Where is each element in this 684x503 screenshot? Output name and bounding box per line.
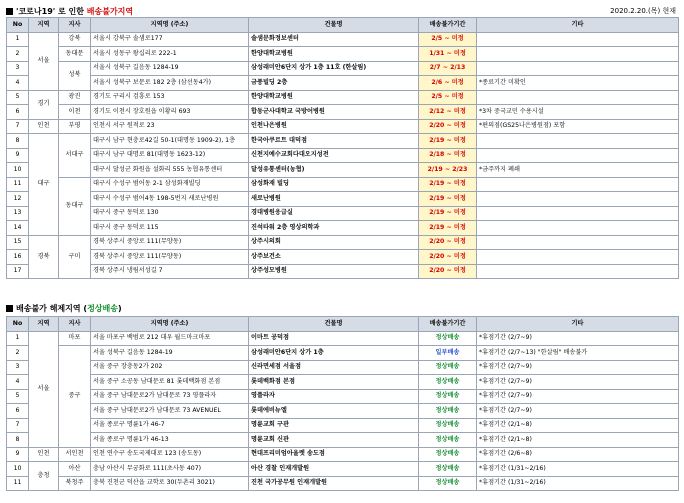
branch-cell: 중구	[59, 346, 91, 448]
building-cell: 달성유통센터(농협)	[249, 163, 419, 178]
row-no: 8	[7, 134, 29, 149]
region-cell: 대구	[29, 134, 59, 236]
table-row	[7, 206, 679, 221]
period-cell: 2/20 ~ 미정	[419, 264, 477, 279]
period-cell: 정상배송	[419, 433, 477, 448]
address-cell: 경북 상주시 냉림서성길 7	[91, 264, 249, 279]
table-row	[7, 346, 679, 361]
table-row	[7, 61, 679, 76]
note-cell	[477, 250, 679, 265]
row-no: 17	[7, 264, 29, 279]
note-cell	[477, 61, 679, 76]
row-no: 15	[7, 235, 29, 250]
address-cell: 서울시 강북구 솔샘로177	[91, 32, 249, 47]
period-cell: 정상배송	[419, 331, 477, 346]
period-cell: 2/19 ~ 2/23	[419, 163, 477, 178]
row-no: 7	[7, 119, 29, 134]
period-cell: 2/20 ~ 미정	[419, 250, 477, 265]
table-header-row	[7, 317, 679, 332]
period-cell: 2/5 ~ 미정	[419, 32, 477, 47]
note-cell: *금주까지 폐쇄	[477, 163, 679, 178]
table-row	[7, 32, 679, 47]
period-cell: 2/20 ~ 미정	[419, 235, 477, 250]
address-cell: 서울 종로구 명륜1가 46-13	[91, 433, 249, 448]
row-no: 8	[7, 433, 29, 448]
table-row	[7, 90, 679, 105]
row-no: 2	[7, 47, 29, 62]
building-cell: 한국아쿠르트 대덕점	[249, 134, 419, 149]
note-cell	[477, 264, 679, 279]
table-row	[7, 404, 679, 419]
note-cell: *휴점기간 (1/31~2/16)	[477, 462, 679, 477]
table-row	[7, 360, 679, 375]
building-cell: 인천나은병원	[249, 119, 419, 134]
row-no: 6	[7, 404, 29, 419]
note-cell	[477, 134, 679, 149]
address-cell: 대구시 남구 현충로42길 50-1(대명동 1909-2), 1층	[91, 134, 249, 149]
building-cell: 롯데백화점 본점	[249, 375, 419, 390]
building-cell: 경대병원응급실	[249, 206, 419, 221]
table-row	[7, 433, 679, 448]
period-cell: 2/12 ~ 미정	[419, 105, 477, 120]
branch-cell: 부평	[59, 119, 91, 134]
note-cell: *휴점기간 (2/7~9)	[477, 404, 679, 419]
note-cell	[477, 221, 679, 236]
col-header-building: 건물명	[249, 18, 419, 33]
col-header-no: No	[7, 18, 29, 33]
branch-cell: 북청주	[59, 476, 91, 491]
period-cell: 일부배송	[419, 346, 477, 361]
row-no: 3	[7, 360, 29, 375]
table-row	[7, 375, 679, 390]
note-cell	[477, 47, 679, 62]
period-cell: 1/31 ~ 미정	[419, 47, 477, 62]
address-cell: 경기도 이천시 장호원읍 이황리 693	[91, 105, 249, 120]
note-cell: *휴점기간 (2/1~8)	[477, 418, 679, 433]
table-row	[7, 192, 679, 207]
building-cell: 새로난병원	[249, 192, 419, 207]
address-cell: 충북 진천군 덕산읍 교학로 30(두촌리 3021)	[91, 476, 249, 491]
address-cell: 서울 중구 남대문로2가 남대문로 73 영플라자	[91, 389, 249, 404]
period-cell: 2/19 ~ 미정	[419, 206, 477, 221]
table-row	[7, 119, 679, 134]
note-cell: *휴점기간 (2/1~8)	[477, 433, 679, 448]
note-cell: *3차 중국교민 수용시설	[477, 105, 679, 120]
row-no: 4	[7, 76, 29, 91]
row-no: 9	[7, 148, 29, 163]
square-bullet-icon	[6, 8, 13, 15]
table-header-row	[7, 18, 679, 33]
address-cell: 서울시 성북구 길음동 1284-19	[91, 61, 249, 76]
table-row	[7, 134, 679, 149]
building-cell: 삼성래미안6단지 상가 1층 11호 (한살림)	[249, 61, 419, 76]
note-cell: *종료기간 미확인	[477, 76, 679, 91]
address-cell: 서울 중구 소공동 남대문로 81 롯데백화점 본점	[91, 375, 249, 390]
region-cell: 경북	[29, 235, 59, 279]
branch-cell: 구미	[59, 235, 91, 279]
building-cell: 현대프리미엄아울렛 송도점	[249, 447, 419, 462]
address-cell: 대구시 달성군 화원읍 설화리 555 농협유통센터	[91, 163, 249, 178]
table-row	[7, 250, 679, 265]
row-no: 3	[7, 61, 29, 76]
note-cell: *편의점(GS25나은병원점) 포함	[477, 119, 679, 134]
branch-cell: 동대문	[59, 47, 91, 62]
note-cell	[477, 32, 679, 47]
period-cell: 2/6 ~ 미정	[419, 76, 477, 91]
period-cell: 정상배송	[419, 447, 477, 462]
note-cell: *휴점기간 (2/7~9)	[477, 389, 679, 404]
branch-cell: 광진	[59, 90, 91, 105]
note-cell	[477, 90, 679, 105]
period-cell: 2/20 ~ 미정	[419, 119, 477, 134]
building-cell: 영플라자	[249, 389, 419, 404]
square-bullet-icon	[6, 305, 13, 312]
row-no: 2	[7, 346, 29, 361]
address-cell: 서울시 성북구 보문로 182 2층 (삼선동4가)	[91, 76, 249, 91]
building-cell: 명륜교회 신관	[249, 433, 419, 448]
row-no: 4	[7, 375, 29, 390]
building-cell: 상주시의회	[249, 235, 419, 250]
branch-cell: 서대구	[59, 134, 91, 178]
row-no: 10	[7, 163, 29, 178]
col-header-region: 지역	[29, 18, 59, 33]
branch-cell: 마포	[59, 331, 91, 346]
col-header-period: 배송불가기간	[419, 18, 477, 33]
resumed-delivery-table	[6, 316, 679, 491]
branch-cell: 아산	[59, 462, 91, 477]
branch-cell: 성북	[59, 61, 91, 90]
building-cell: 신라면세점 서울점	[249, 360, 419, 375]
undeliverable-table	[6, 17, 679, 279]
table-row	[7, 476, 679, 491]
period-cell: 정상배송	[419, 418, 477, 433]
branch-cell: 동대구	[59, 177, 91, 235]
table-row	[7, 418, 679, 433]
period-cell: 정상배송	[419, 389, 477, 404]
building-cell: 신천지예수교회다대오지성전	[249, 148, 419, 163]
period-cell: 정상배송	[419, 375, 477, 390]
table-row	[7, 462, 679, 477]
note-cell: *휴점기간 (1/31~2/16)	[477, 476, 679, 491]
row-no: 1	[7, 32, 29, 47]
row-no: 11	[7, 476, 29, 491]
table-row	[7, 331, 679, 346]
address-cell: 충남 아산시 무궁화로 111(초사동 407)	[91, 462, 249, 477]
region-cell: 충청	[29, 462, 59, 491]
col-header-region: 지역	[29, 317, 59, 332]
address-cell: 서울시 성동구 왕십리로 222-1	[91, 47, 249, 62]
building-cell: 한양대학교병원	[249, 90, 419, 105]
note-cell	[477, 177, 679, 192]
address-cell: 경북 상주시 중앙로 111(무양동)	[91, 250, 249, 265]
period-cell: 정상배송	[419, 462, 477, 477]
row-no: 13	[7, 206, 29, 221]
report-date: 2020.2.20.(목) 현재	[610, 7, 676, 15]
table-row	[7, 389, 679, 404]
building-cell: 상주성모병원	[249, 264, 419, 279]
note-cell: *휴점기간 (2/7~9)	[477, 375, 679, 390]
period-cell: 정상배송	[419, 360, 477, 375]
building-cell: 진석타워 2층 영상의학과	[249, 221, 419, 236]
address-cell: 인천시 서구 원적로 23	[91, 119, 249, 134]
row-no: 5	[7, 90, 29, 105]
period-cell: 정상배송	[419, 404, 477, 419]
period-cell: 2/19 ~ 미정	[419, 177, 477, 192]
col-header-note: 기타	[477, 18, 679, 33]
building-cell: 아산 경찰 인재개발원	[249, 462, 419, 477]
row-no: 9	[7, 447, 29, 462]
period-cell: 2/19 ~ 미정	[419, 192, 477, 207]
region-cell: 경기	[29, 90, 59, 119]
table-row	[7, 76, 679, 91]
section2-title: 배송불가 해제지역 (정상배송)	[6, 303, 122, 314]
period-cell: 2/5 ~ 미정	[419, 90, 477, 105]
table-row	[7, 177, 679, 192]
row-no: 12	[7, 192, 29, 207]
section1-title: '코로나19' 로 인한 배송불가지역	[6, 6, 133, 17]
building-cell: 합동군사대학교 국방어병원	[249, 105, 419, 120]
address-cell: 경기도 구리시 검흥로 153	[91, 90, 249, 105]
address-cell: 인천 연수구 송도국제대로 123 (송도동)	[91, 447, 249, 462]
address-cell: 서울 중구 장충동2가 202	[91, 360, 249, 375]
building-cell: 이마트 공덕점	[249, 331, 419, 346]
table-row	[7, 447, 679, 462]
building-cell: 한양대학교병원	[249, 47, 419, 62]
building-cell: 솔샘문화정보센터	[249, 32, 419, 47]
note-cell	[477, 235, 679, 250]
building-cell: 명륜교회 구관	[249, 418, 419, 433]
period-cell: 2/18 ~ 미정	[419, 148, 477, 163]
building-cell: 상주보건소	[249, 250, 419, 265]
region-cell: 서울	[29, 32, 59, 90]
building-cell: 롯데에비뉴엘	[249, 404, 419, 419]
building-cell: 삼성래미안6단지 상가 1층	[249, 346, 419, 361]
col-header-branch: 지사	[59, 18, 91, 33]
col-header-address: 지역명 (주소)	[91, 317, 249, 332]
col-header-building: 건물명	[249, 317, 419, 332]
table-row	[7, 221, 679, 236]
period-cell: 2/7 ~ 2/13	[419, 61, 477, 76]
address-cell: 대구시 중구 동덕로 115	[91, 221, 249, 236]
note-cell: *휴점기간 (2/6~8)	[477, 447, 679, 462]
note-cell: *휴점기간 (2/7~9)	[477, 360, 679, 375]
region-cell: 서울	[29, 331, 59, 447]
address-cell: 서울 성북구 길음동 1284-19	[91, 346, 249, 361]
note-cell	[477, 192, 679, 207]
building-cell: 삼성화재 빌딩	[249, 177, 419, 192]
address-cell: 서울 종로구 명륜1가 46-7	[91, 418, 249, 433]
region-cell: 인천	[29, 447, 59, 462]
building-cell: 금풍빌딩 2층	[249, 76, 419, 91]
table-row	[7, 105, 679, 120]
branch-cell: 이천	[59, 105, 91, 120]
col-header-period: 배송불가기간	[419, 317, 477, 332]
address-cell: 대구시 중구 동덕로 130	[91, 206, 249, 221]
col-header-address: 지역명 (주소)	[91, 18, 249, 33]
col-header-branch: 지사	[59, 317, 91, 332]
table-row	[7, 148, 679, 163]
row-no: 16	[7, 250, 29, 265]
period-cell: 2/19 ~ 미정	[419, 134, 477, 149]
period-cell: 정상배송	[419, 476, 477, 491]
address-cell: 서울 중구 남대문로2가 남대문로 73 AVENUEL	[91, 404, 249, 419]
address-cell: 대구시 수성구 범어4동 198-5번지 새로난병원	[91, 192, 249, 207]
row-no: 1	[7, 331, 29, 346]
note-cell	[477, 148, 679, 163]
note-cell	[477, 206, 679, 221]
note-cell: *휴점기간 (2/7~9)	[477, 331, 679, 346]
table-row	[7, 264, 679, 279]
row-no: 14	[7, 221, 29, 236]
address-cell: 경북 상주시 중앙로 111(무양동)	[91, 235, 249, 250]
row-no: 7	[7, 418, 29, 433]
row-no: 11	[7, 177, 29, 192]
row-no: 5	[7, 389, 29, 404]
table-row	[7, 47, 679, 62]
table-row	[7, 163, 679, 178]
period-cell: 2/19 ~ 미정	[419, 221, 477, 236]
note-cell: *휴점기간 (2/7~13) "한살림" 배송불가	[477, 346, 679, 361]
address-cell: 대구시 남구 대명로 81(대명동 1623-12)	[91, 148, 249, 163]
table-row	[7, 235, 679, 250]
row-no: 10	[7, 462, 29, 477]
region-cell: 인천	[29, 119, 59, 134]
col-header-note: 기타	[477, 317, 679, 332]
branch-cell: 서인천	[59, 447, 91, 462]
col-header-no: No	[7, 317, 29, 332]
building-cell: 진천 국가공무원 인재개발원	[249, 476, 419, 491]
row-no: 6	[7, 105, 29, 120]
branch-cell: 강북	[59, 32, 91, 47]
address-cell: 서울 마포구 백범로 212 대우 월드마크마포	[91, 331, 249, 346]
address-cell: 대구시 수성구 범어동 2-1 삼성화재빌딩	[91, 177, 249, 192]
